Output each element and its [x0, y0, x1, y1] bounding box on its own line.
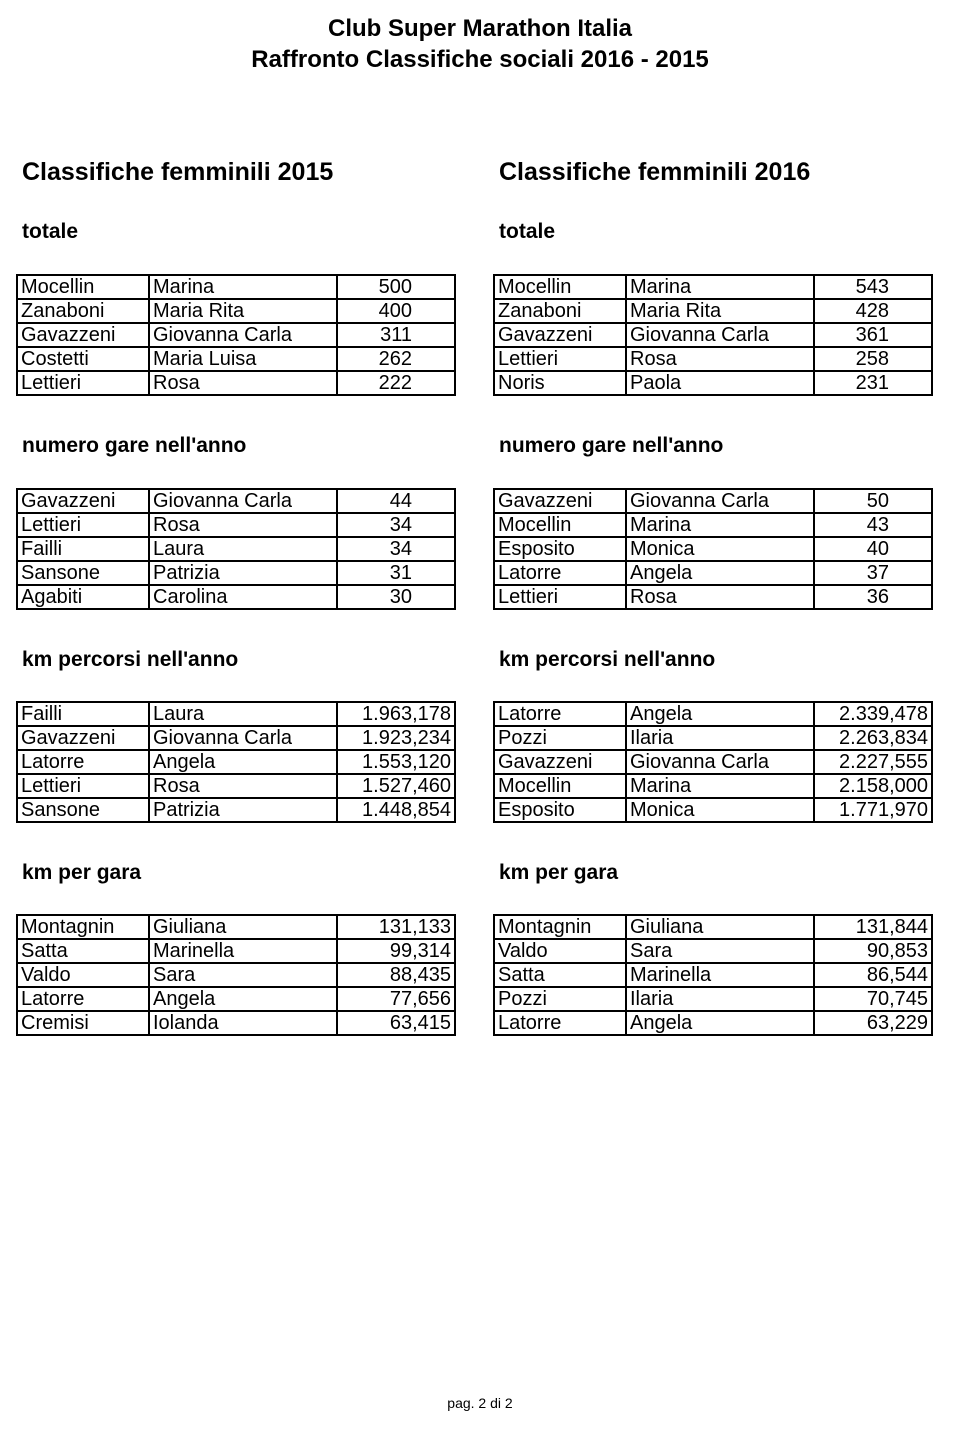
first-name-cell: Maria Rita — [626, 299, 814, 323]
first-name-cell: Giuliana — [626, 915, 814, 939]
ranking-table — [493, 701, 933, 823]
first-name-cell: Laura — [149, 702, 337, 726]
value-cell: 77,656 — [337, 987, 455, 1011]
first-name-cell: Angela — [149, 750, 337, 774]
value-cell: 99,314 — [337, 939, 455, 963]
surname-cell: Pozzi — [494, 726, 626, 750]
table-row — [17, 347, 455, 371]
table-row — [17, 963, 455, 987]
surname-cell: Mocellin — [494, 774, 626, 798]
surname-cell: Latorre — [494, 702, 626, 726]
value-cell: 2.227,555 — [814, 750, 932, 774]
table-row — [494, 798, 932, 822]
first-name-cell: Monica — [626, 798, 814, 822]
surname-cell: Gavazzeni — [17, 323, 149, 347]
value-cell: 131,844 — [814, 915, 932, 939]
value-cell: 311 — [337, 323, 455, 347]
surname-cell: Sansone — [17, 798, 149, 822]
value-cell: 1.553,120 — [337, 750, 455, 774]
table-row — [17, 726, 455, 750]
surname-cell: Valdo — [494, 939, 626, 963]
section-label: km percorsi nell'anno — [22, 648, 239, 671]
section-label: km percorsi nell'anno — [499, 648, 716, 671]
first-name-cell: Marinella — [149, 939, 337, 963]
first-name-cell: Ilaria — [626, 987, 814, 1011]
first-name-cell: Marina — [149, 275, 337, 299]
surname-cell: Valdo — [17, 963, 149, 987]
column-heading: Classifiche femminili 2016 — [499, 158, 811, 186]
surname-cell: Lettieri — [17, 371, 149, 395]
first-name-cell: Patrizia — [149, 798, 337, 822]
first-name-cell: Marina — [626, 513, 814, 537]
table-row — [17, 915, 455, 939]
value-cell: 2.339,478 — [814, 702, 932, 726]
value-cell: 262 — [337, 347, 455, 371]
value-cell: 50 — [814, 489, 932, 513]
table-row — [494, 939, 932, 963]
value-cell: 231 — [814, 371, 932, 395]
table-row — [494, 585, 932, 609]
value-cell: 88,435 — [337, 963, 455, 987]
first-name-cell: Maria Rita — [149, 299, 337, 323]
table-row — [17, 1011, 455, 1035]
first-name-cell: Marinella — [626, 963, 814, 987]
table-row — [17, 939, 455, 963]
first-name-cell: Giovanna Carla — [626, 750, 814, 774]
value-cell: 40 — [814, 537, 932, 561]
table-row — [494, 275, 932, 299]
first-name-cell: Marina — [626, 774, 814, 798]
table-row — [17, 987, 455, 1011]
surname-cell: Costetti — [17, 347, 149, 371]
section-label: totale — [22, 220, 79, 243]
column-heading: Classifiche femminili 2015 — [22, 158, 334, 186]
surname-cell: Gavazzeni — [494, 750, 626, 774]
first-name-cell: Ilaria — [626, 726, 814, 750]
first-name-cell: Laura — [149, 537, 337, 561]
table-row — [17, 513, 455, 537]
value-cell: 30 — [337, 585, 455, 609]
first-name-cell: Giovanna Carla — [626, 489, 814, 513]
surname-cell: Mocellin — [17, 275, 149, 299]
value-cell: 543 — [814, 275, 932, 299]
surname-cell: Gavazzeni — [494, 489, 626, 513]
first-name-cell: Sara — [626, 939, 814, 963]
table-row — [494, 963, 932, 987]
value-cell: 500 — [337, 275, 455, 299]
ranking-table — [493, 488, 933, 610]
table-row — [17, 537, 455, 561]
first-name-cell: Sara — [149, 963, 337, 987]
title-line-2: Raffronto Classifiche sociali 2016 - 2015 — [251, 46, 709, 73]
table-row — [17, 774, 455, 798]
surname-cell: Esposito — [494, 798, 626, 822]
surname-cell: Mocellin — [494, 275, 626, 299]
value-cell: 258 — [814, 347, 932, 371]
surname-cell: Lettieri — [494, 585, 626, 609]
table-row — [17, 702, 455, 726]
page-number: pag. 2 di 2 — [447, 1395, 513, 1411]
surname-cell: Latorre — [17, 750, 149, 774]
section-label: km per gara — [499, 861, 619, 884]
surname-cell: Lettieri — [494, 347, 626, 371]
value-cell: 428 — [814, 299, 932, 323]
surname-cell: Zanaboni — [17, 299, 149, 323]
table-row — [17, 750, 455, 774]
value-cell: 70,745 — [814, 987, 932, 1011]
value-cell: 222 — [337, 371, 455, 395]
value-cell: 1.923,234 — [337, 726, 455, 750]
surname-cell: Montagnin — [494, 915, 626, 939]
surname-cell: Noris — [494, 371, 626, 395]
surname-cell: Montagnin — [17, 915, 149, 939]
section-label: km per gara — [22, 861, 142, 884]
value-cell: 86,544 — [814, 963, 932, 987]
surname-cell: Agabiti — [17, 585, 149, 609]
value-cell: 90,853 — [814, 939, 932, 963]
surname-cell: Latorre — [494, 561, 626, 585]
table-row — [17, 371, 455, 395]
value-cell: 34 — [337, 513, 455, 537]
table-row — [17, 561, 455, 585]
value-cell: 44 — [337, 489, 455, 513]
first-name-cell: Giovanna Carla — [149, 323, 337, 347]
surname-cell: Satta — [494, 963, 626, 987]
table-row — [17, 323, 455, 347]
table-row — [494, 702, 932, 726]
table-row — [494, 774, 932, 798]
surname-cell: Latorre — [17, 987, 149, 1011]
value-cell: 1.771,970 — [814, 798, 932, 822]
ranking-table — [16, 274, 456, 396]
first-name-cell: Rosa — [626, 347, 814, 371]
table-row — [17, 299, 455, 323]
first-name-cell: Iolanda — [149, 1011, 337, 1035]
ranking-table — [493, 914, 933, 1036]
section-label: numero gare nell'anno — [22, 434, 247, 457]
surname-cell: Cremisi — [17, 1011, 149, 1035]
table-row — [494, 299, 932, 323]
table-row — [17, 585, 455, 609]
surname-cell: Lettieri — [17, 513, 149, 537]
value-cell: 361 — [814, 323, 932, 347]
value-cell: 63,415 — [337, 1011, 455, 1035]
document-title — [0, 13, 960, 75]
first-name-cell: Angela — [149, 987, 337, 1011]
surname-cell: Pozzi — [494, 987, 626, 1011]
value-cell: 34 — [337, 537, 455, 561]
table-row — [494, 1011, 932, 1035]
table-row — [17, 798, 455, 822]
first-name-cell: Angela — [626, 561, 814, 585]
ranking-table — [16, 914, 456, 1036]
surname-cell: Gavazzeni — [17, 726, 149, 750]
surname-cell: Zanaboni — [494, 299, 626, 323]
table-row — [494, 561, 932, 585]
ranking-table — [16, 701, 456, 823]
table-row — [494, 489, 932, 513]
title-line-1: Club Super Marathon Italia — [327, 15, 633, 42]
first-name-cell: Rosa — [149, 371, 337, 395]
first-name-cell: Giuliana — [149, 915, 337, 939]
surname-cell: Latorre — [494, 1011, 626, 1035]
first-name-cell: Giovanna Carla — [149, 489, 337, 513]
table-row — [494, 537, 932, 561]
table-row — [17, 489, 455, 513]
value-cell: 1.527,460 — [337, 774, 455, 798]
table-row — [494, 750, 932, 774]
value-cell: 31 — [337, 561, 455, 585]
table-row — [494, 726, 932, 750]
first-name-cell: Rosa — [626, 585, 814, 609]
first-name-cell: Giovanna Carla — [149, 726, 337, 750]
first-name-cell: Carolina — [149, 585, 337, 609]
table-row — [494, 347, 932, 371]
first-name-cell: Angela — [626, 1011, 814, 1035]
value-cell: 36 — [814, 585, 932, 609]
surname-cell: Failli — [17, 537, 149, 561]
ranking-table — [16, 488, 456, 610]
ranking-table — [493, 274, 933, 396]
surname-cell: Satta — [17, 939, 149, 963]
table-row — [494, 513, 932, 537]
value-cell: 1.963,178 — [337, 702, 455, 726]
value-cell: 400 — [337, 299, 455, 323]
table-row — [494, 323, 932, 347]
first-name-cell: Paola — [626, 371, 814, 395]
first-name-cell: Monica — [626, 537, 814, 561]
first-name-cell: Giovanna Carla — [626, 323, 814, 347]
surname-cell: Failli — [17, 702, 149, 726]
table-row — [17, 275, 455, 299]
first-name-cell: Angela — [626, 702, 814, 726]
value-cell: 2.158,000 — [814, 774, 932, 798]
section-label: totale — [499, 220, 556, 243]
first-name-cell: Patrizia — [149, 561, 337, 585]
table-row — [494, 915, 932, 939]
surname-cell: Gavazzeni — [17, 489, 149, 513]
value-cell: 37 — [814, 561, 932, 585]
table-row — [494, 371, 932, 395]
surname-cell: Esposito — [494, 537, 626, 561]
value-cell: 43 — [814, 513, 932, 537]
first-name-cell: Rosa — [149, 513, 337, 537]
first-name-cell: Rosa — [149, 774, 337, 798]
table-row — [494, 987, 932, 1011]
value-cell: 63,229 — [814, 1011, 932, 1035]
value-cell: 1.448,854 — [337, 798, 455, 822]
surname-cell: Mocellin — [494, 513, 626, 537]
surname-cell: Sansone — [17, 561, 149, 585]
first-name-cell: Marina — [626, 275, 814, 299]
section-label: numero gare nell'anno — [499, 434, 724, 457]
first-name-cell: Maria Luisa — [149, 347, 337, 371]
value-cell: 131,133 — [337, 915, 455, 939]
surname-cell: Lettieri — [17, 774, 149, 798]
value-cell: 2.263,834 — [814, 726, 932, 750]
surname-cell: Gavazzeni — [494, 323, 626, 347]
